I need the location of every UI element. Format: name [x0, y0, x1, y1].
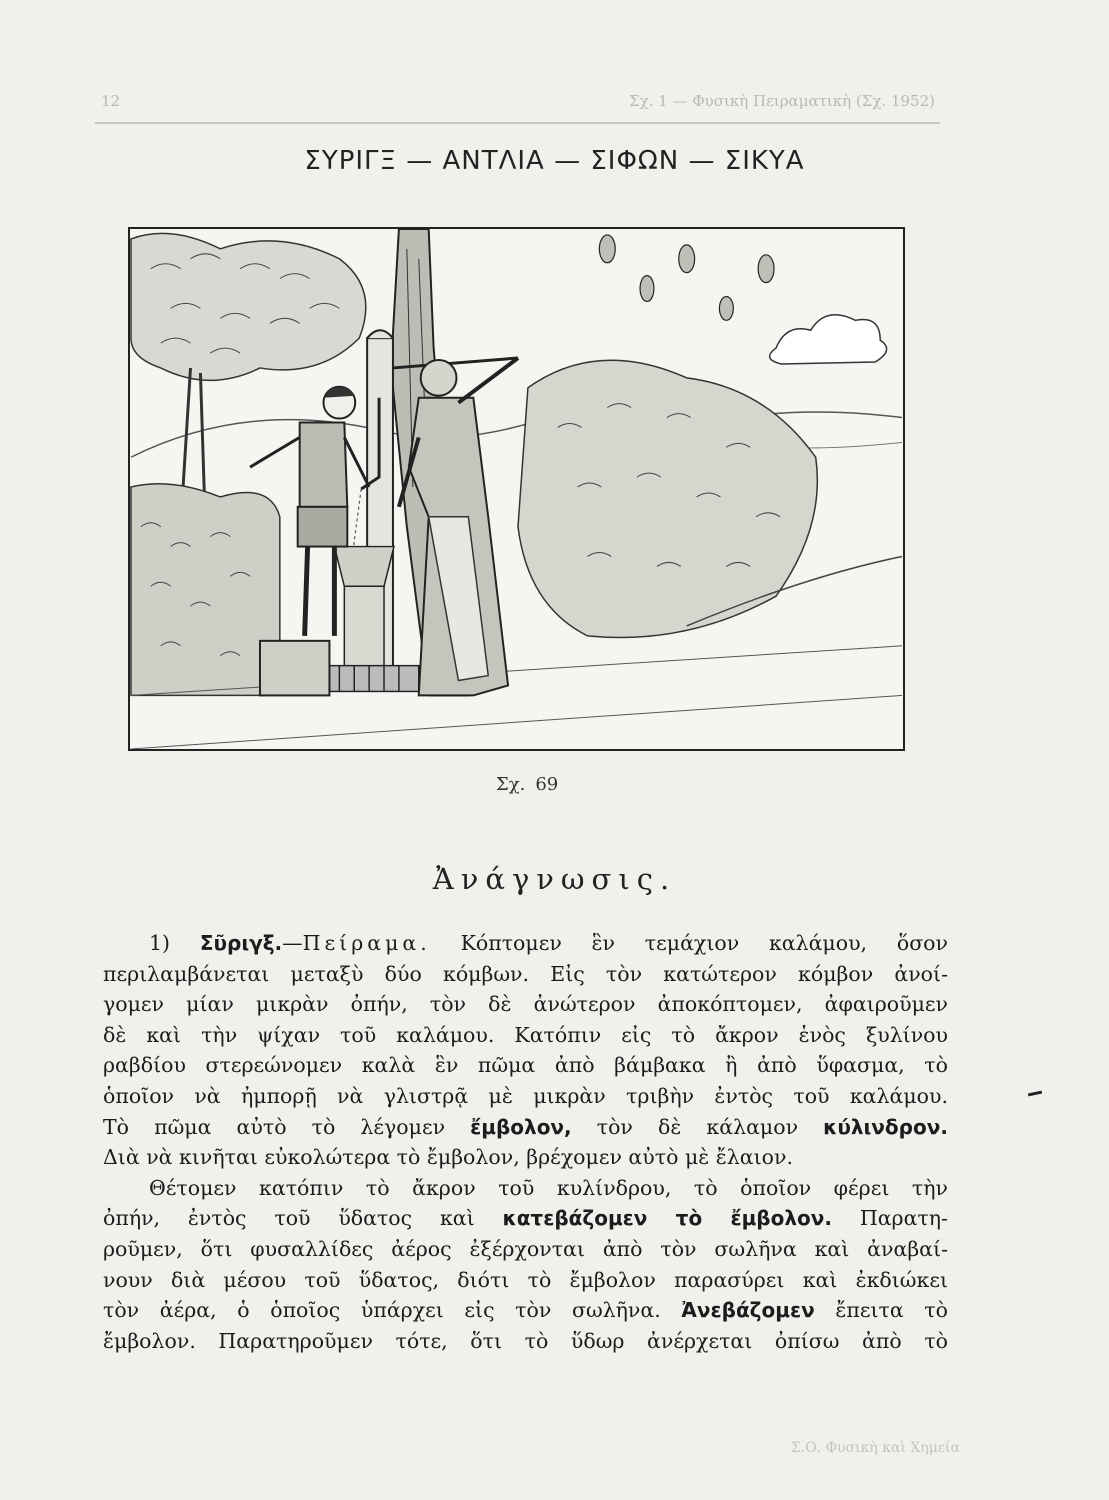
- section-title: Ἀνάγνωσις.: [432, 862, 677, 896]
- p2-line-3: ροῦμεν, ὅτι φυσαλλίδες ἀέρος ἐξέρχονται ἀπὸ τὸν σωλῆνα καὶ ἀναβαί-: [103, 1236, 948, 1261]
- body-text: [103, 928, 948, 1356]
- p2-line-1: Θέτομεν κατόπιν τὸ ἄκρον τοῦ κυλίνδρου, τὸ ὁποῖον φέρει τὴν: [149, 1175, 948, 1200]
- p1-line-7a: Τὸ πῶμα αὐτὸ τὸ λέγομεν: [103, 1114, 446, 1139]
- p2-line-2a: ὀπήν, ἐντὸς τοῦ ὕδατος καὶ: [103, 1206, 475, 1231]
- text-line: [103, 928, 948, 959]
- p1-line-3: γομεν μίαν μικρὰν ὀπήν, τὸν δὲ ἀνώτερον ἀποκόπτομεν, ἀφαιροῦμεν: [103, 992, 948, 1017]
- p1-line-7c: τὸν δὲ κάλαμον: [596, 1114, 799, 1139]
- text-line: [103, 1112, 948, 1143]
- term-cylinder: κύλινδρον.: [823, 1114, 948, 1139]
- text-line: [103, 1203, 948, 1234]
- p2-line-5a: τὸν ἀέρα, ὁ ὁποῖος ὑπάρχει εἰς τὸν σωλῆνα.: [103, 1298, 661, 1323]
- p1-line-2: περιλαμβάνεται μεταξὺ δύο κόμβων. Εἰς τὸν κατώτερον κόμβον ἀνοί-: [103, 961, 948, 986]
- chapter-title: ΣΥΡΙΓΞ — ΑΝΤΛΙΑ — ΣΙΦΩΝ — ΣΙΚΥΑ: [304, 146, 805, 176]
- show-through-footer: Σ.Ο. Φυσικὴ καὶ Χημεία: [790, 1440, 960, 1456]
- term-piston: ἔμβολον,: [470, 1114, 572, 1139]
- paragraph-number: 1): [149, 931, 171, 955]
- text-line: [103, 1295, 948, 1326]
- show-through-running-title: Σχ. 1 — Φυσικὴ Πειραματικὴ (Σχ. 1952): [629, 92, 935, 110]
- figure-illustration: [128, 227, 905, 751]
- header-rule: [95, 122, 940, 124]
- show-through-page-number: 12: [101, 92, 121, 110]
- caption-number: 69: [535, 774, 559, 795]
- p1-line-5: ραβδίου στερεώνομεν καλὰ ἓν πῶμα ἀπὸ βάμβακα ἢ ἀπὸ ὕφασμα, τὸ: [103, 1053, 948, 1078]
- p2-line-2c: Παρατη-: [859, 1206, 948, 1231]
- term-raise: Ἀνεβάζομεν: [681, 1298, 815, 1323]
- term-syrinx: Σῦριγξ.: [199, 931, 283, 955]
- show-through-header: [95, 92, 935, 114]
- term-lower-piston: κατεβάζομεν τὸ ἔμβολον.: [502, 1206, 832, 1231]
- p2-line-4: νουν διὰ μέσου τοῦ ὕδατος, διότι τὸ ἔμβολον παρασύρει καὶ ἐκδιώκει: [103, 1267, 948, 1292]
- p1-line-1: Κόπτομεν ἓν τεμάχιον καλάμου, ὅσον: [460, 931, 948, 955]
- experiment-label: Πείραμα.: [302, 931, 431, 955]
- p1-line-4: δὲ καὶ τὴν ψίχαν τοῦ καλάμου. Κατόπιν εἰς τὸ ἄκρον ἑνὸς ξυλίνου: [103, 1022, 948, 1047]
- pump-illustration: [130, 229, 903, 749]
- p2-line-5c: ἔπειτα τὸ: [835, 1298, 948, 1323]
- figure-caption: [496, 774, 558, 795]
- p1-line-6: ὁποῖον νὰ ἠμπορῇ νὰ γλιστρᾷ μὲ μικρὰν τριβὴν ἐντὸς τοῦ καλάμου.: [103, 1083, 948, 1108]
- caption-prefix: Σχ.: [496, 774, 526, 795]
- p1-line-8: Διὰ νὰ κινῆται εὐκολώτερα τὸ ἔμβολον, βρέχομεν αὐτὸ μὲ ἔλαιον.: [103, 1145, 793, 1170]
- heading-dash: —: [282, 931, 303, 955]
- margin-mark: [1028, 1091, 1042, 1097]
- p2-line-6: ἔμβολον. Παρατηροῦμεν τότε, ὅτι τὸ ὕδωρ ἀνέρχεται ὀπίσω ἀπὸ τὸ: [103, 1328, 948, 1353]
